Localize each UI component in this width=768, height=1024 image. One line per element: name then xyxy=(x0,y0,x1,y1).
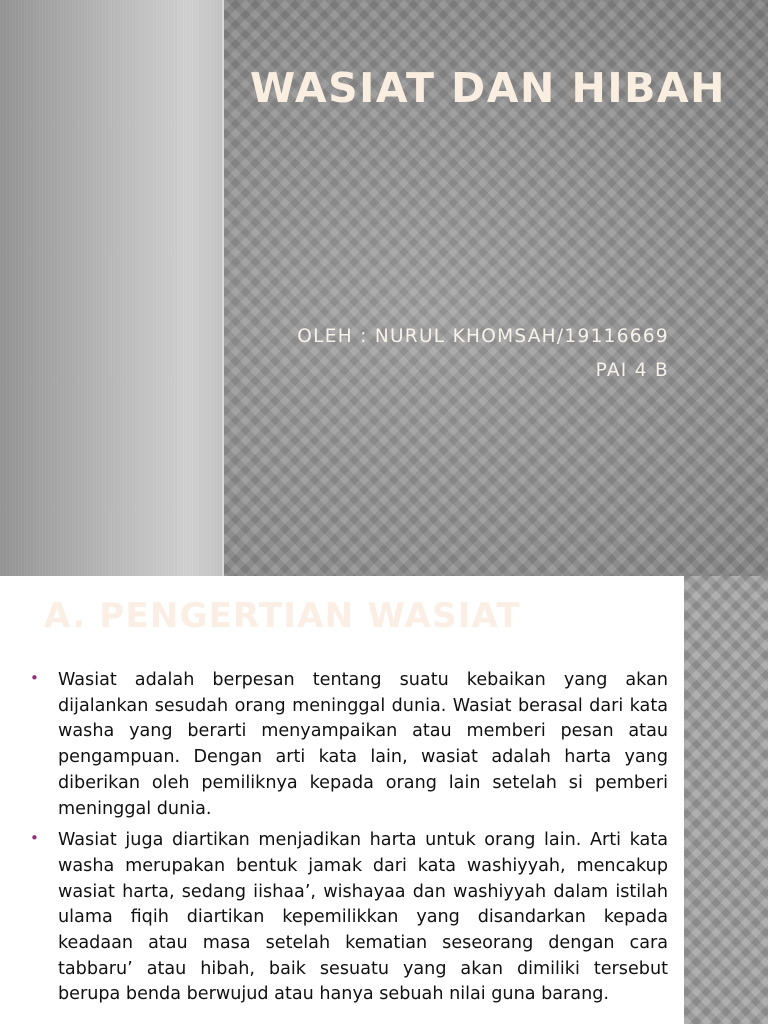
content-slide xyxy=(0,576,768,1024)
bullet-list xyxy=(30,668,668,1014)
panel-divider xyxy=(222,0,224,576)
list-item xyxy=(30,828,668,1008)
list-item xyxy=(30,668,668,822)
right-patterned-sidebar xyxy=(684,576,768,1024)
bullet-icon: • xyxy=(30,669,39,687)
class-line: PAI 4 B xyxy=(595,360,669,381)
bullet-text: Wasiat adalah berpesan tentang suatu kebaikan yang akan dijalankan sesudah orang meninggal dunia. Wasiat berasal dari kata washa yang berarti menyampaikan atau memberi pesan atau pengampuan. Dengan arti kata lain, wasiat adalah harta yang diberikan oleh pemiliknya kepada orang lain setelah si pemberi meninggal dunia. xyxy=(58,670,668,819)
section-heading: A. PENGERTIAN WASIAT xyxy=(44,596,521,636)
presentation-subtitle xyxy=(249,320,669,388)
presentation-title: WASIAT DAN HIBAH xyxy=(250,64,726,112)
author-line: OLEH : NURUL KHOMSAH/19116669 xyxy=(297,326,669,347)
bullet-icon: • xyxy=(30,829,39,848)
bullet-text: Wasiat juga diartikan menjadikan harta untuk orang lain. Arti kata washa merupakan bentuk jamak dari kata washiyyah, mencakup wasiat harta, sedang iishaa’, wishayaa dan washiyyah dalam istilah ulama fiqih diartikan kepemilikkan yang disandarkan kepada keadaan atau masa setelah kematian seseorang dengan cara tabbaru’ atau hibah, baik sesuatu yang akan dimiliki tersebut berupa benda berwujud atau hanya sebuah nilai guna barang. xyxy=(58,830,668,1005)
left-gradient-panel xyxy=(0,0,222,576)
